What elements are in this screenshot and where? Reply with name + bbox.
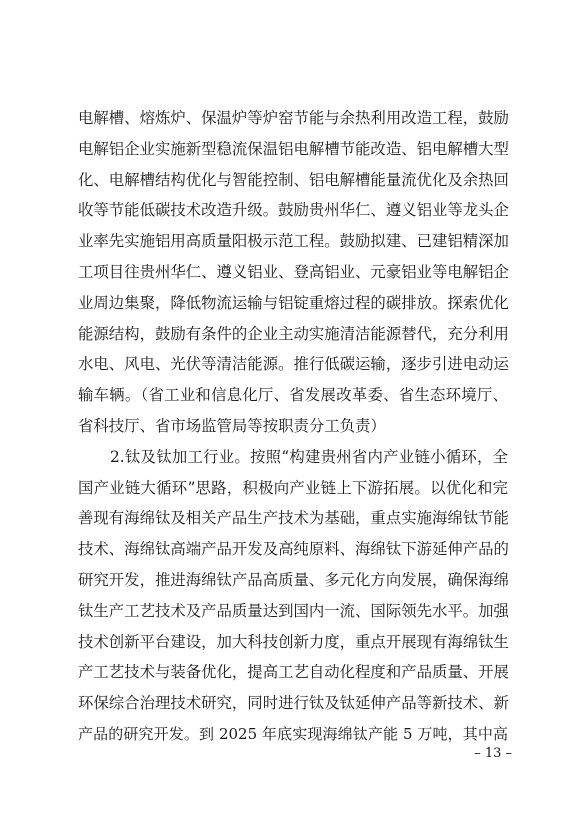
- text-line: 工项目往贵州华仁、遵义铝业、登高铝业、元豪铝业等电解铝企: [78, 262, 509, 281]
- text-line: 产品的研究开发。到 2025 年底实现海绵钛产能 5 万吨，其中高: [78, 724, 508, 743]
- text-line: 善现有海绵钛及相关产品生产技术为基础，重点实施海绵钛节能: [78, 509, 509, 528]
- page-number: – 13 –: [474, 746, 512, 761]
- text-line: 技术、海绵钛高端产品开发及高纯原料、海绵钛下游延伸产品的: [78, 540, 509, 559]
- text-line-paragraph-end: 省科技厅、省市场监管局等按职责分工负责）: [78, 416, 386, 435]
- text-line: 业周边集聚，降低物流运输与铝锭重熔过程的碳排放。探索优化: [78, 293, 509, 312]
- text-line: 电解槽、熔炼炉、保温炉等炉窑节能与余热利用改造工程，鼓励: [78, 109, 509, 127]
- text-line: 钛生产工艺技术及产品质量达到国内一流、国际领先水平。加强: [78, 601, 509, 620]
- text-line: 输车辆。（省工业和信息化厅、省发展改革委、省生态环境厅、: [78, 386, 508, 405]
- text-line: 电解铝企业实施新型稳流保温铝电解槽节能改造、铝电解槽大型: [78, 139, 509, 158]
- text-line: 水电、风电、光伏等清洁能源。推行低碳运输，逐步引进电动运: [78, 355, 509, 374]
- text-line: 业率先实施铝用高质量阳极示范工程。鼓励拟建、已建铝精深加: [78, 232, 509, 251]
- text-line: 技术创新平台建设，加大科技创新力度，重点开展现有海绵钛生: [78, 632, 509, 651]
- text-line: 收等节能低碳技术改造升级。鼓励贵州华仁、遵义铝业等龙头企: [78, 201, 509, 220]
- text-line: 研究开发，推进海绵钛产品高质量、多元化方向发展，确保海绵: [78, 570, 509, 589]
- text-line-paragraph-start: 2.钛及钛加工行业。按照“构建贵州省内产业链小循环，全: [110, 447, 508, 466]
- text-line: 国产业链大循环”思路，积极向产业链上下游拓展。以优化和完: [78, 478, 508, 497]
- body-text: [78, 103, 508, 750]
- text-line: 能源结构，鼓励有条件的企业主动实施清洁能源替代，充分利用: [78, 324, 509, 343]
- text-line: 化、电解槽结构优化与智能控制、铝电解槽能量流优化及余热回: [78, 170, 509, 189]
- text-line: 环保综合治理技术研究，同时进行钛及钛延伸产品等新技术、新: [78, 694, 509, 713]
- text-line: 产工艺技术与装备优化，提高工艺自动化程度和产品质量、开展: [78, 663, 509, 682]
